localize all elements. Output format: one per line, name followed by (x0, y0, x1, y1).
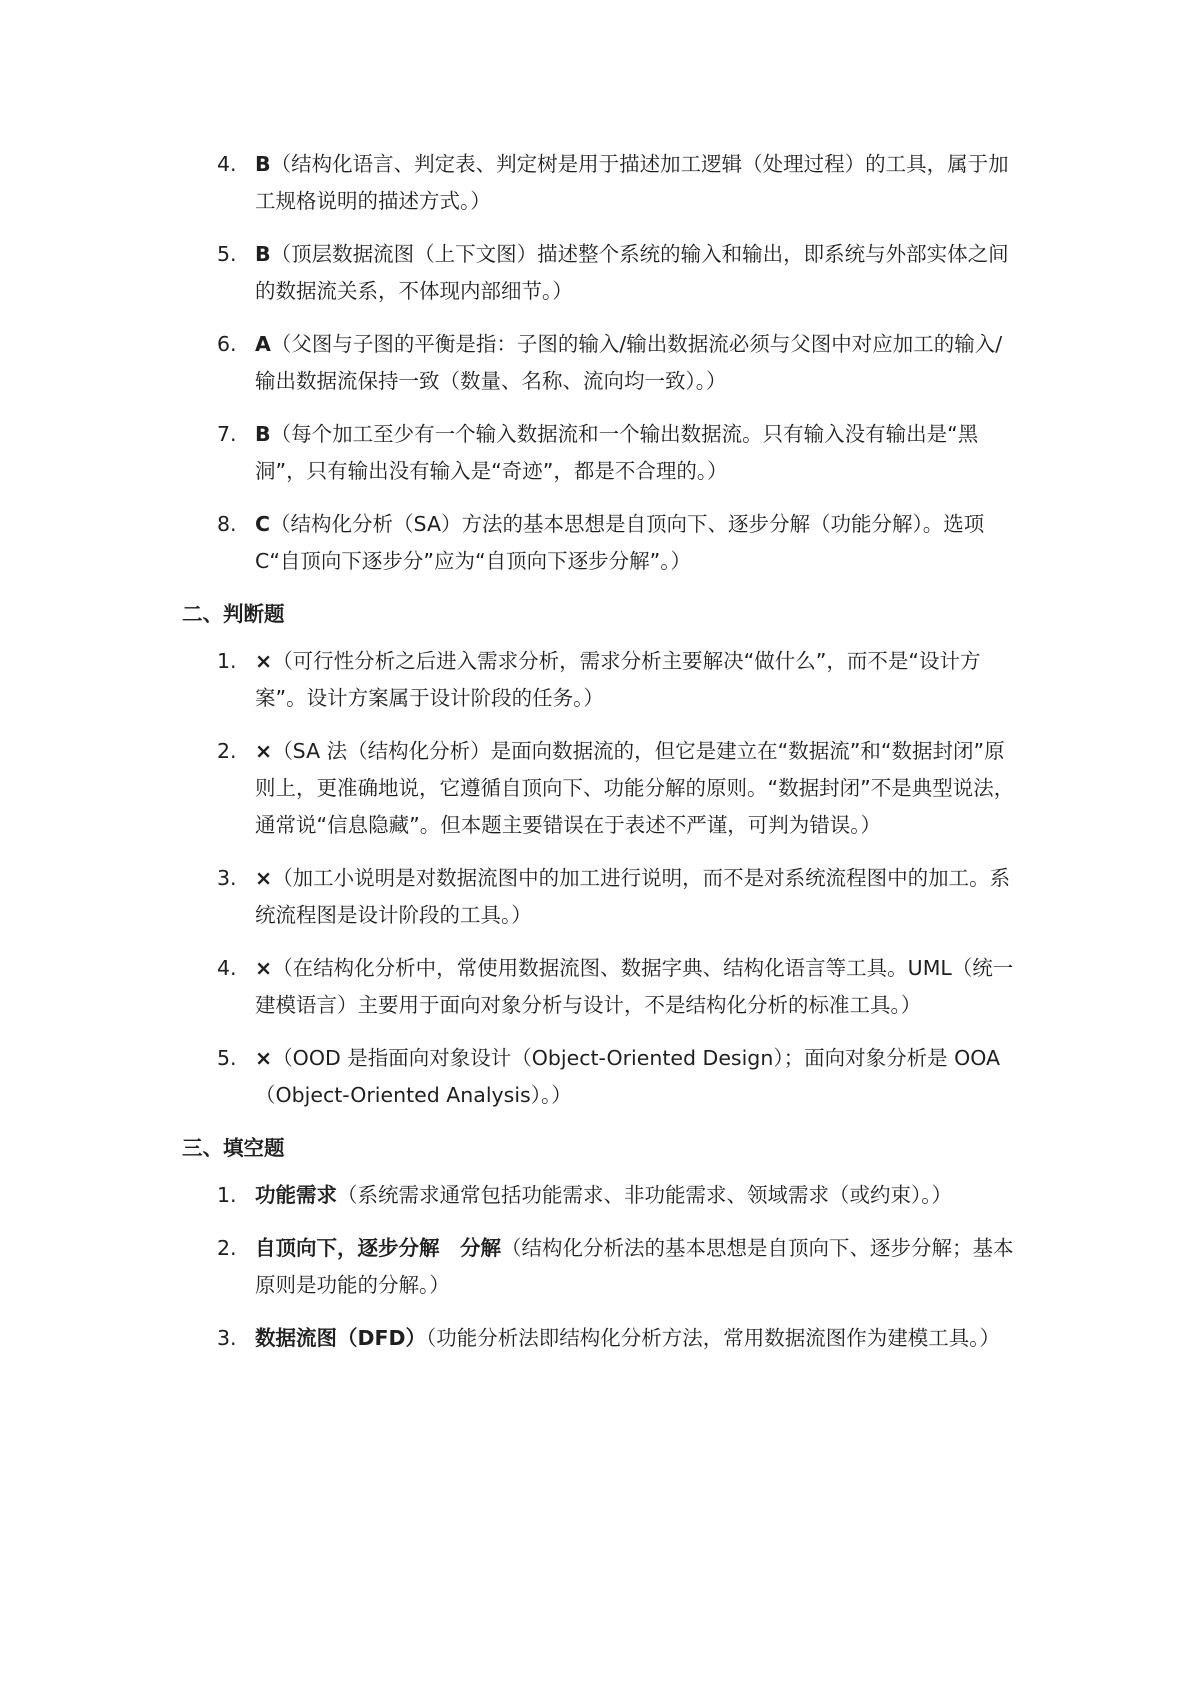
section-heading-fill-in: 三、填空题 (182, 1136, 285, 1160)
item-number: 4. (217, 152, 237, 176)
item-explanation: （可行性分析之后进入需求分析，需求分析主要解决“做什么”，而不是“设计方案”。设计方案属于设计阶段的任务。） (255, 649, 981, 710)
item-explanation: （结构化分析法的基本思想是自顶向下、逐步分解；基本原则是功能的分解。） (255, 1236, 1014, 1297)
item-explanation: （系统需求通常包括功能需求、非功能需求、领域需求（或约束）。） (337, 1183, 952, 1207)
item-number: 7. (217, 422, 237, 446)
item-number: 4. (217, 956, 237, 980)
item-answer: 功能需求 (255, 1183, 337, 1207)
list-item (182, 950, 1022, 1024)
item-explanation: （功能分析法即结构化分析方法，常用数据流图作为建模工具。） (426, 1326, 1001, 1350)
item-number: 2. (217, 1236, 237, 1260)
document-content (182, 146, 1022, 1373)
item-answer: B (255, 422, 271, 446)
item-answer: 数据流图（DFD） (255, 1326, 427, 1350)
list-item (182, 416, 1022, 490)
item-explanation: （结构化分析（SA）方法的基本思想是自顶向下、逐步分解（功能分解）。选项 C“自顶向下逐步分”应为“自顶向下逐步分解”。） (255, 512, 985, 573)
item-explanation: （加工小说明是对数据流图中的加工进行说明，而不是对系统流程图中的加工。系统流程图是设计阶段的工具。） (255, 866, 1011, 927)
item-explanation: （OOD 是指面向对象设计（Object-Oriented Design）；面向对象分析是 OOA（Object-Oriented Analysis）。） (255, 1046, 1001, 1107)
item-answer: × (255, 649, 273, 673)
item-answer: 自顶向下，逐步分解 分解 (255, 1236, 501, 1260)
item-number: 1. (217, 649, 237, 673)
item-explanation: （SA 法（结构化分析）是面向数据流的，但它是建立在“数据流”和“数据封闭”原则上，更准确地说，它遵循自顶向下、功能分解的原则。“数据封闭”不是典型说法，通常说“信息隐藏”。但本题主要错误在于表述不严谨，可判为错误。） (255, 739, 1015, 837)
item-number: 6. (217, 332, 237, 356)
item-answer: × (255, 956, 273, 980)
list-item (182, 1320, 1022, 1357)
item-answer: A (255, 332, 271, 356)
item-answer: B (255, 242, 271, 266)
choice-answers-list (182, 146, 1022, 580)
list-item (182, 1177, 1022, 1214)
list-item (182, 860, 1022, 934)
item-number: 3. (217, 1326, 237, 1350)
item-number: 1. (217, 1183, 237, 1207)
list-item (182, 1040, 1022, 1114)
item-explanation: （结构化语言、判定表、判定树是用于描述加工逻辑（处理过程）的工具，属于加工规格说明的描述方式。） (255, 152, 1009, 213)
list-item (182, 733, 1022, 844)
list-item (182, 326, 1022, 400)
item-answer: × (255, 1046, 273, 1070)
section-heading-true-false: 二、判断题 (182, 602, 285, 626)
fill-in-answers-list (182, 1177, 1022, 1357)
item-number: 5. (217, 1046, 237, 1070)
true-false-answers-list (182, 643, 1022, 1114)
item-answer: C (255, 512, 271, 536)
item-answer: × (255, 739, 273, 763)
list-item (182, 643, 1022, 717)
item-explanation: （父图与子图的平衡是指：子图的输入/输出数据流必须与父图中对应加工的输入/输出数据流保持一致（数量、名称、流向均一致）。） (255, 332, 1003, 393)
item-number: 2. (217, 739, 237, 763)
item-answer: × (255, 866, 273, 890)
item-explanation: （每个加工至少有一个输入数据流和一个输出数据流。只有输入没有输出是“黑洞”，只有输出没有输入是“奇迹”，都是不合理的。） (255, 422, 979, 483)
list-item (182, 1230, 1022, 1304)
item-number: 3. (217, 866, 237, 890)
list-item (182, 506, 1022, 580)
item-explanation: （顶层数据流图（上下文图）描述整个系统的输入和输出，即系统与外部实体之间的数据流关系，不体现内部细节。） (255, 242, 1009, 303)
item-explanation: （在结构化分析中，常使用数据流图、数据字典、结构化语言等工具。UML（统一建模语言）主要用于面向对象分析与设计，不是结构化分析的标准工具。） (255, 956, 1014, 1017)
item-number: 5. (217, 242, 237, 266)
item-answer: B (255, 152, 271, 176)
item-number: 8. (217, 512, 237, 536)
list-item (182, 146, 1022, 220)
list-item (182, 236, 1022, 310)
